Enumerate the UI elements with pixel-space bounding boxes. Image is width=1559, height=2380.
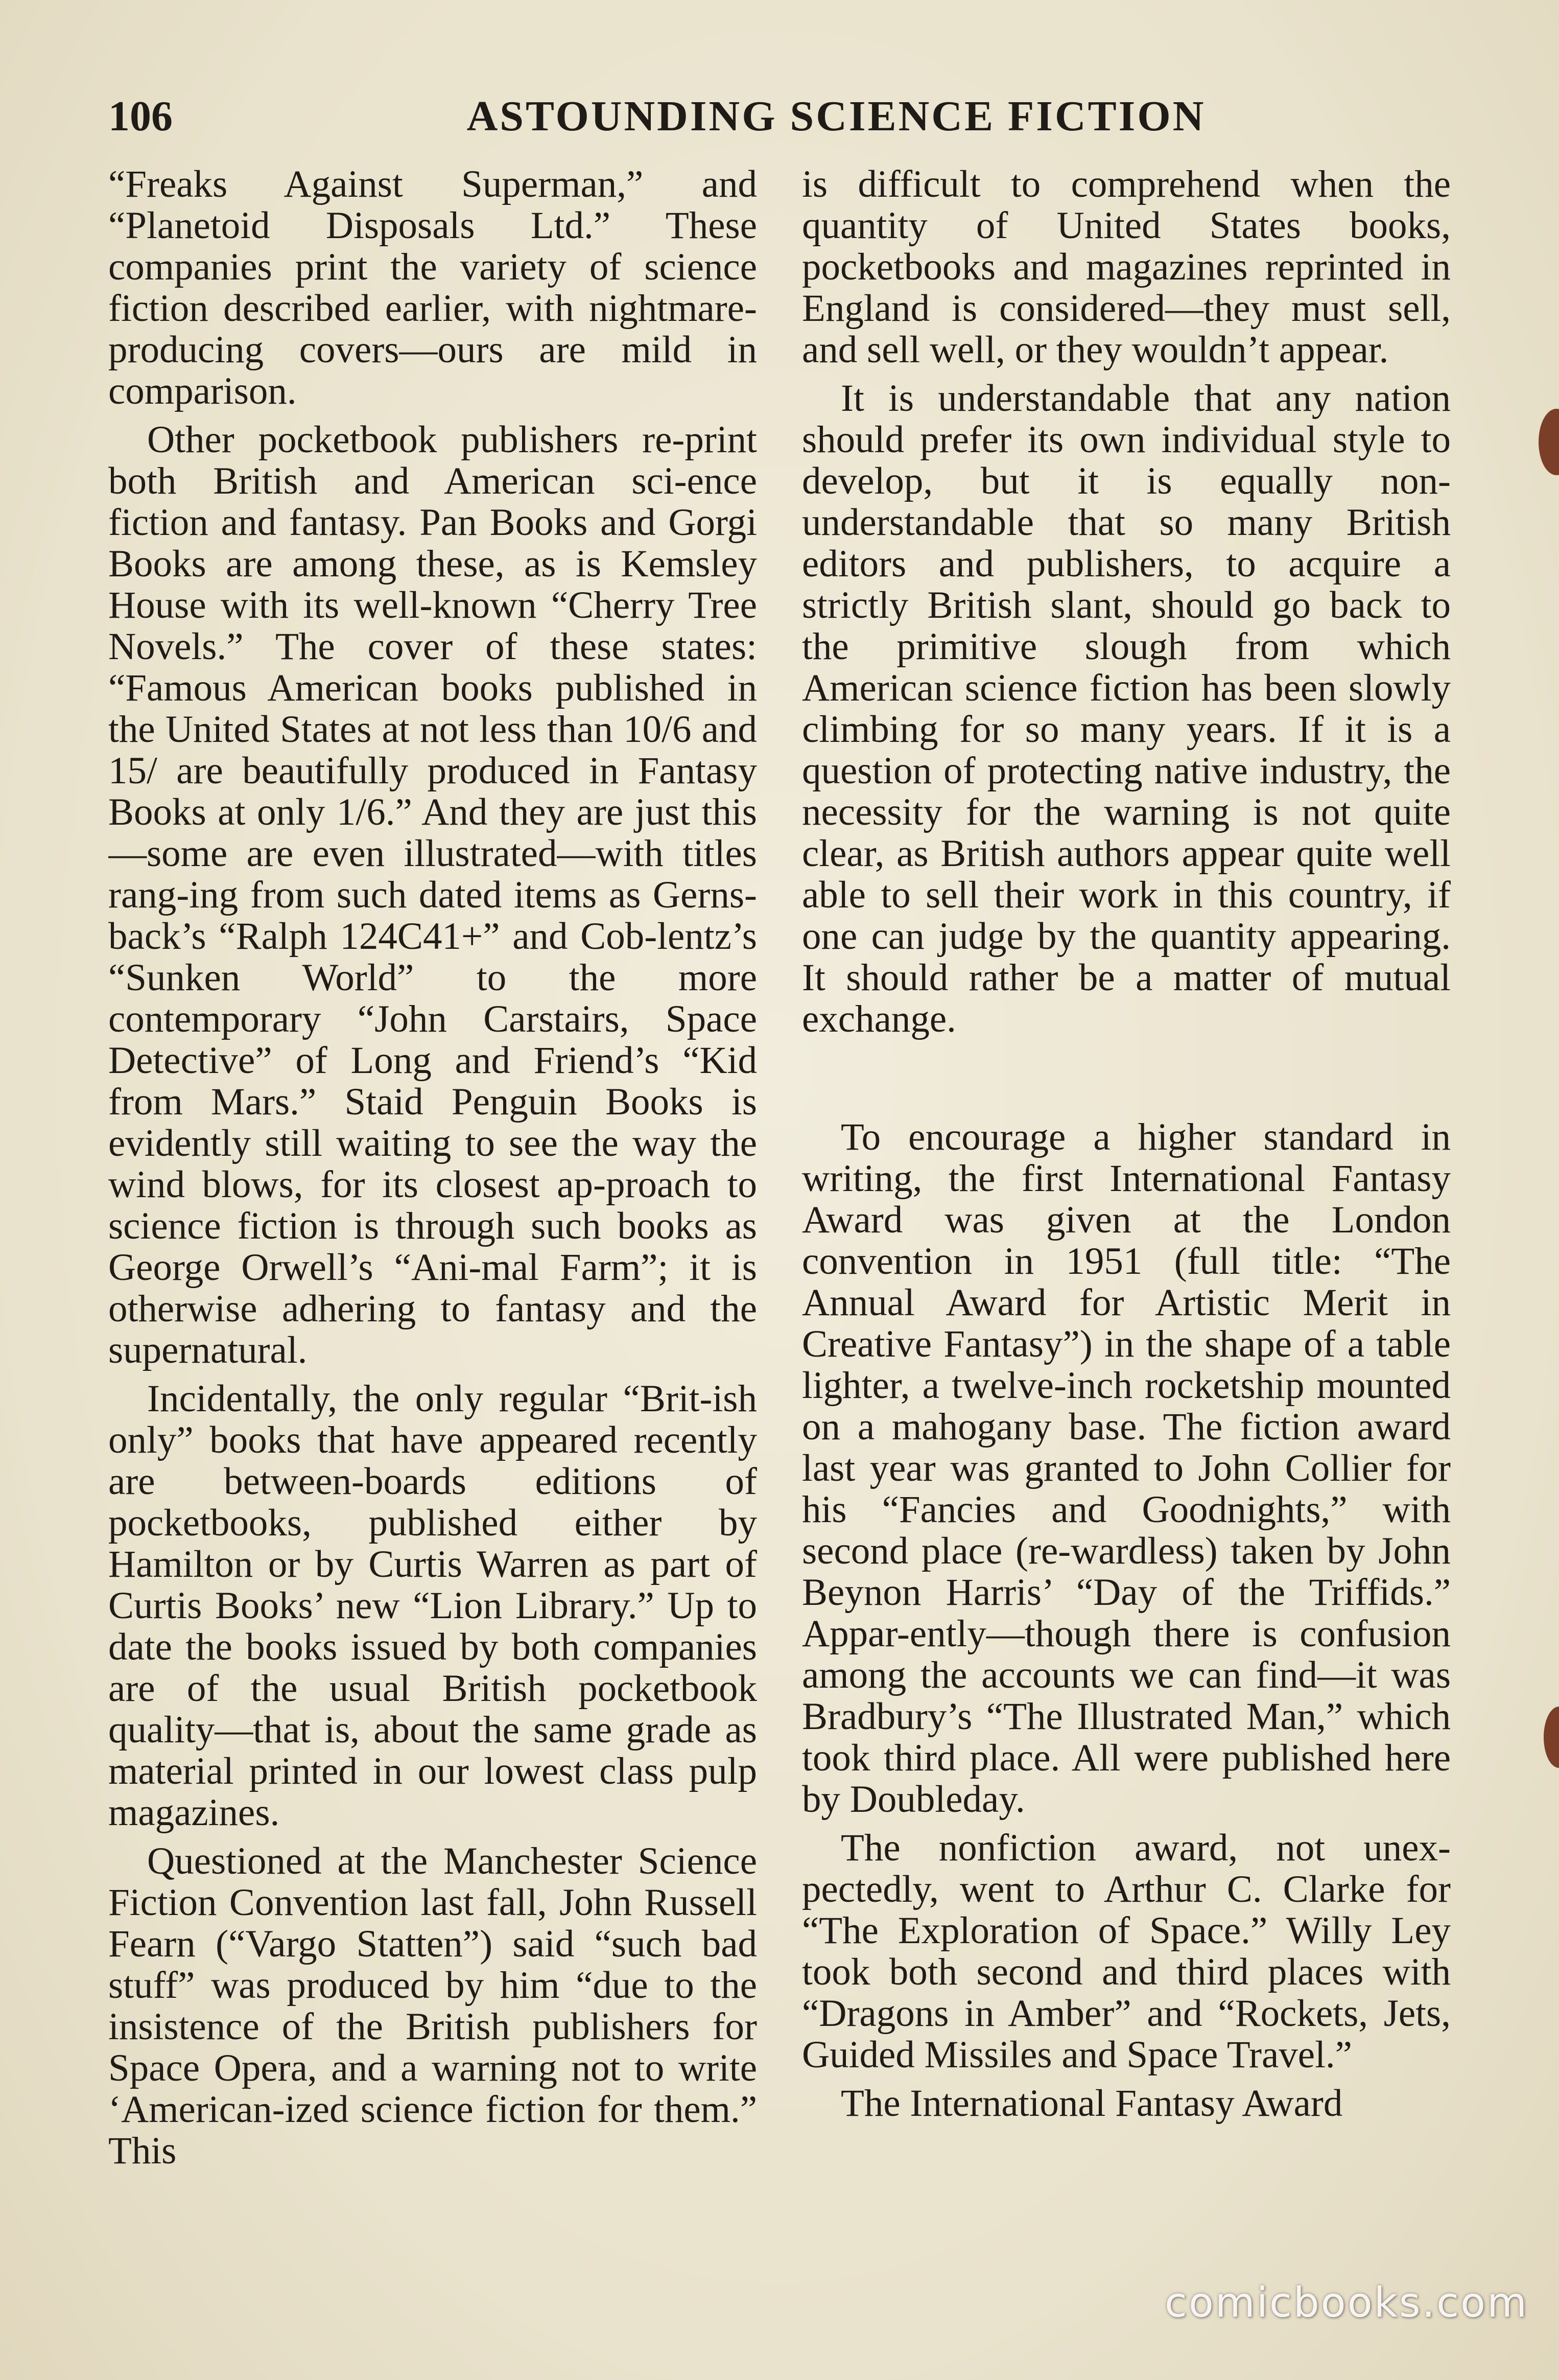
- section-break: [802, 1040, 1451, 1116]
- paper-stain: [1544, 1707, 1559, 1768]
- paragraph: The nonfiction award, not unex-pectedly, went to Arthur C. Clarke for “The Exploration of Space.” Willy Ley took both second and third places with “Dragons in Amber” and “Rockets, Jets, Guided Missiles and Space Travel.”: [802, 1827, 1451, 2076]
- paragraph: “Freaks Against Superman,” and “Planetoid Disposals Ltd.” These companies print the variety of science fiction described earlier, with nightmare-producing covers—ours are mild in comparison.: [108, 164, 757, 412]
- paragraph: To encourage a higher standard in writing, the first International Fantasy Award was given at the London convention in 1951 (full title: “The Annual Award for Artistic Merit in Creative Fantasy”) in the shape of a table lighter, a twelve-inch rocketship mounted on a mahogany base. The fiction award last year was granted to John Collier for his “Fancies and Goodnights,” with second place (re-wardless) taken by John Beynon Harris’ “Day of the Triffids.” Appar-ently—though there is confusion among the accounts we can find—it was Bradbury’s “The Illustrated Man,” which took third place. All were published here by Doubleday.: [802, 1116, 1451, 1821]
- paper-stain: [1539, 409, 1559, 475]
- paragraph: Other pocketbook publishers re-print both British and American sci-ence fiction and fantasy. Pan Books and Gorgi Books are among these, as is Kemsley House with its well-known “Cherry Tree Novels.” The cover of these states: “Famous American books published in the United States at not less than 10/6 and 15/ are beautifully produced in Fantasy Books at only 1/6.” And they are just this—some are even illustrated—with titles rang-ing from such dated items as Gerns-back’s “Ralph 124C41+” and Cob-lentz’s “Sunken World” to the more contemporary “John Carstairs, Space Detective” of Long and Friend’s “Kid from Mars.” Staid Penguin Books is evidently still waiting to see the way the wind blows, for its closest ap-proach to science fiction is through such books as George Orwell’s “Ani-mal Farm”; it is otherwise adhering to fantasy and the supernatural.: [108, 418, 757, 1371]
- right-column: [802, 164, 1451, 2238]
- page-header: [108, 86, 1462, 147]
- paragraph: The International Fantasy Award: [841, 2082, 1343, 2125]
- page-number: 106: [108, 92, 173, 140]
- paragraph: Incidentally, the only regular “Brit-ish only” books that have appeared recently are between-boards editions of pocketbooks, published either by Hamilton or by Curtis Warren as part of Curtis Books’ new “Lion Library.” Up to date the books issued by both companies are of the usual British pocketbook quality—that is, about the same grade as material printed in our lowest class pulp magazines.: [108, 1378, 757, 1834]
- paragraph: It is understandable that any nation should prefer its own individual style to develop, but it is equally non-understandable that so many British editors and publishers, to acquire a strictly British slant, should go back to the primitive slough from which American science fiction has been slowly climbing for so many years. If it is a question of protecting native industry, the necessity for the warning is not quite clear, as British authors appear quite well able to sell their work in this country, if one can judge by the quantity appearing. It should rather be a matter of mutual exchange.: [802, 377, 1451, 1040]
- site-watermark: comicbooks.com: [1164, 2279, 1528, 2326]
- paragraph: Questioned at the Manchester Science Fiction Convention last fall, John Russell Fearn (“Vargo Statten”) said “such bad stuff” was produced by him “due to the insistence of the British publishers for Space Opera, and a warning not to write ‘American-ized science fiction for them.” This: [108, 1840, 757, 2172]
- left-column: [108, 164, 757, 2238]
- running-title: ASTOUNDING SCIENCE FICTION: [466, 92, 1206, 140]
- paragraph: is difficult to comprehend when the quantity of United States books, pocketbooks and magazines reprinted in England is considered—they must sell, and sell well, or they wouldn’t appear.: [802, 164, 1451, 371]
